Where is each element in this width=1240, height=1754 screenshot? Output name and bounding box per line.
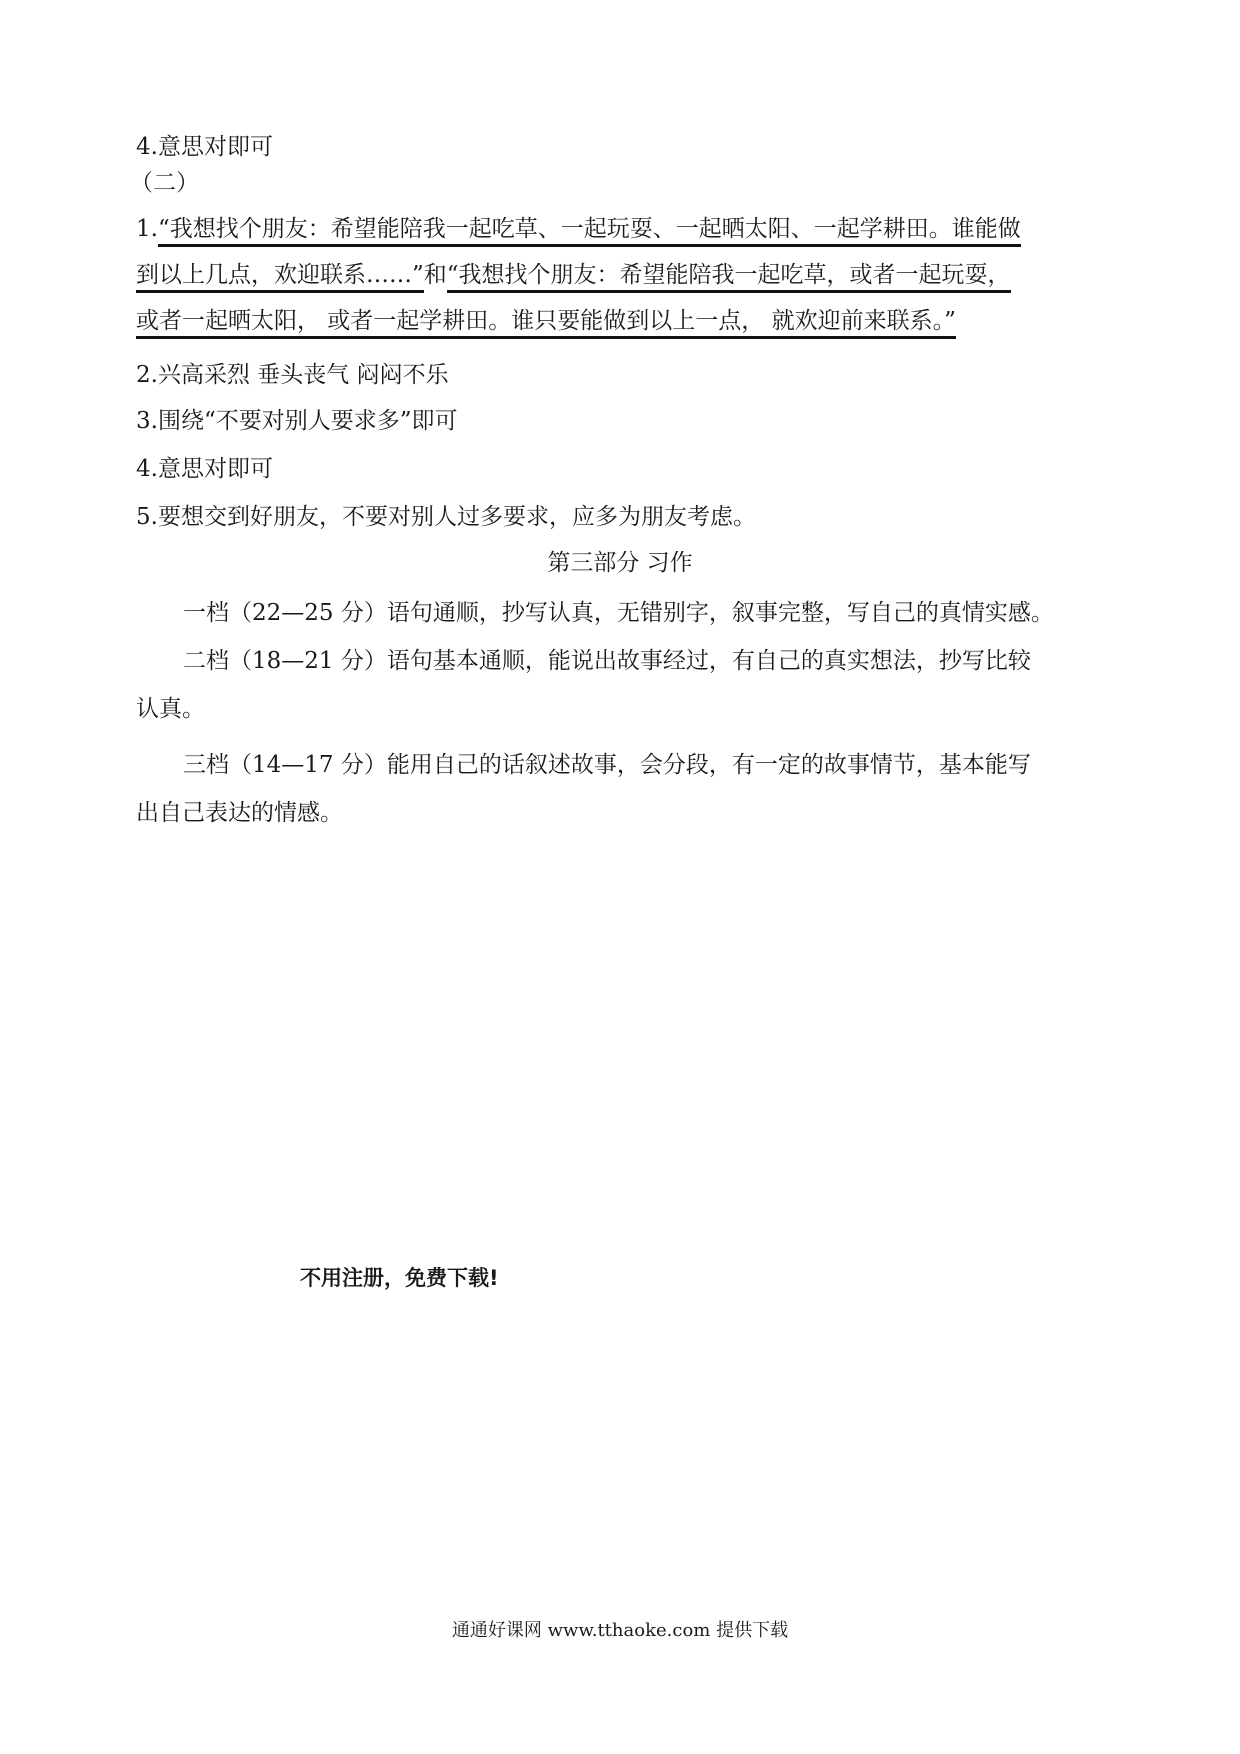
q1-quote-2-part-1: “我想找个朋友：希望能陪我一起吃草，或者一起玩耍， [447, 262, 1011, 293]
q1-line-2 [136, 258, 1011, 292]
q5-answer: 5.要想交到好朋友，不要对别人过多要求，应多为朋友考虑。 [136, 504, 756, 530]
item-4-answer: 4.意思对即可 [136, 134, 273, 160]
q3-answer: 3.围绕“不要对别人要求多”即可 [136, 408, 458, 434]
q2-answer: 2.兴高采烈 垂头丧气 闷闷不乐 [136, 362, 449, 388]
section-2-label: （二） [130, 170, 199, 196]
grade-3-criteria-line-1: 三档（14—17 分）能用自己的话叙述故事，会分段，有一定的故事情节，基本能写 [183, 752, 1031, 778]
promo-text: 不用注册，免费下载! [300, 1266, 499, 1290]
q1-quote-2-part-2: 或者一起晒太阳， 或者一起学耕田。谁只要能做到以上一点， 就欢迎前来联系。” [136, 308, 956, 339]
footer-text: 通通好课网 www.tthaoke.com 提供下载 [451, 1620, 789, 1641]
q1-quote-1-part-2: 到以上几点，欢迎联系……” [136, 262, 424, 293]
part-3-title: 第三部分 习作 [547, 550, 693, 576]
q4-answer: 4.意思对即可 [136, 456, 273, 482]
q1-connector: 和 [423, 262, 447, 288]
q1-line-1 [136, 212, 1021, 246]
q1-number: 1. [136, 216, 158, 242]
q1-quote-1-part-1: “我想找个朋友：希望能陪我一起吃草、一起玩耍、一起晒太阳、一起学耕田。谁能做 [158, 216, 1021, 247]
grade-3-criteria-line-2: 出自己表达的情感。 [136, 800, 343, 826]
grade-1-criteria: 一档（22—25 分）语句通顺，抄写认真，无错别字，叙事完整，写自己的真情实感。 [183, 600, 1054, 626]
q1-line-3 [136, 304, 956, 338]
grade-2-criteria-line-2: 认真。 [136, 696, 205, 722]
grade-2-criteria-line-1: 二档（18—21 分）语句基本通顺，能说出故事经过，有自己的真实想法，抄写比较 [183, 648, 1031, 674]
